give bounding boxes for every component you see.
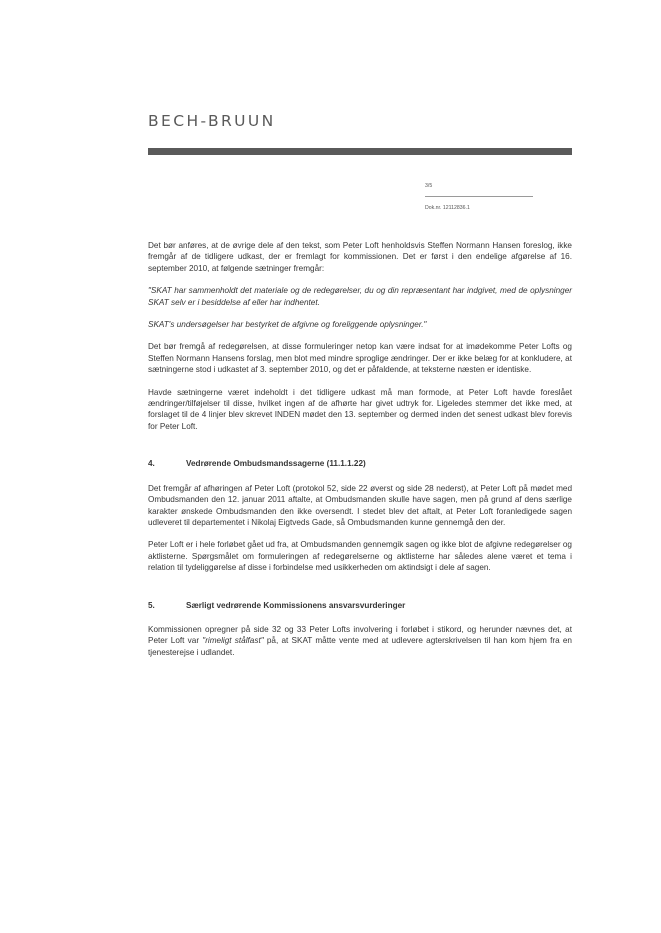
section-4-number: 4. [148, 459, 155, 469]
paragraph-6-start: Kommissionen opregner på side 32 og 33 Peter Lofts involvering i forløbet i stikord, og herunder nævnes det, at Peter Loft var [148, 624, 572, 646]
paragraph-6-emphasis: "rimeligt stålfast" [202, 636, 264, 646]
doc-number: Dok.nr. 12112836.1 [425, 205, 470, 211]
section-5-number: 5. [148, 600, 155, 610]
paragraph-4: Det fremgår af afhøringen af Peter Loft (protokol 52, side 22 øverst og side 28 nederst), at Peter Loft på mødet med Ombudsmanden den 12. januar 2011 aftalte, at Ombudsmanden skulle have sagen, men på grund af dens særlige karakter ønskede Ombudsmanden den ikke oversendt. I stedet blev det aftalt, at Peter Loft foranledigede sagen udleveret til departementet i Nikolaj Eigtveds Gade, så Ombudsmanden kunne gennemgå den der. [148, 483, 572, 527]
section-5-heading [148, 600, 572, 611]
header-rule [148, 148, 572, 155]
company-logo: BECH-BRUUN [148, 112, 276, 130]
meta-divider [425, 196, 533, 197]
section-5-title: Særligt vedrørende Kommissionens ansvarsvurderinger [186, 600, 406, 610]
paragraph-5: Peter Loft er i hele forløbet gået ud fra, at Ombudsmanden gennemgik sagen og ikke blot de afgivne redegørelser og aktlisterne. Spørgsmålet om formuleringen af redegørelserne og aktlisterne har således alene været et tema i relation til tydeliggørelse af disse i forbindelse med usikkerheden om aktindsigt i dele af sagen. [148, 540, 572, 573]
paragraph-2: Det bør fremgå af redegørelsen, at disse formuleringer netop kan være indsat for at imødekomme Peter Lofts og Steffen Normann Hansens forslag, men blot med mindre sproglige ændringer. Der er ikke belæg for at konkludere, at sætningerne stod i udkastet af 3. september 2010, og det er påfaldende, at teksterne næsten er identiske. [148, 342, 572, 375]
paragraph-3: Havde sætningerne været indeholdt i det tidligere udkast må man formode, at Peter Loft havde foreslået ændringer/tilføjelser til disse, hvilket ingen af de afhørte har givet udtryk for. Ligeledes stemmer det ikke med, at forslaget til de 4 linjer blev skrevet INDEN mødet den 13. september og dermed inden det senest udkast blev forevis for Peter Loft. [148, 387, 572, 431]
paragraph-1: Det bør anføres, at de øvrige dele af den tekst, som Peter Loft henholdsvis Steffen Normann Hansen foreslog, ikke fremgår af de tidligere udkast, der er fremlagt for kommissionen. Det er først i den endelige afgørelse af 16. september 2010, at følgende sætninger fremgår: [148, 241, 572, 273]
paragraph-6-end: på, at SKAT måtte vente med at udlevere agterskrivelsen til han kom hjem fra en tjenesterejse i udlandet. [148, 636, 572, 657]
page-number: 3/5 [425, 183, 433, 189]
quote-2: SKAT's undersøgelser har bestyrket de afgivne og foreliggende oplysninger." [148, 320, 427, 330]
quote-1: "SKAT har sammenholdt det materiale og de redegørelser, du og din repræsentant har indgivet, med de oplysninger SKAT selv er i besiddelse af eller har indhentet. [148, 286, 572, 307]
document-body [148, 240, 572, 669]
section-4-heading [148, 458, 572, 469]
paragraph-6 [148, 624, 572, 658]
section-4-title: Vedrørende Ombudsmandssagerne (11.1.1.22) [186, 459, 366, 469]
